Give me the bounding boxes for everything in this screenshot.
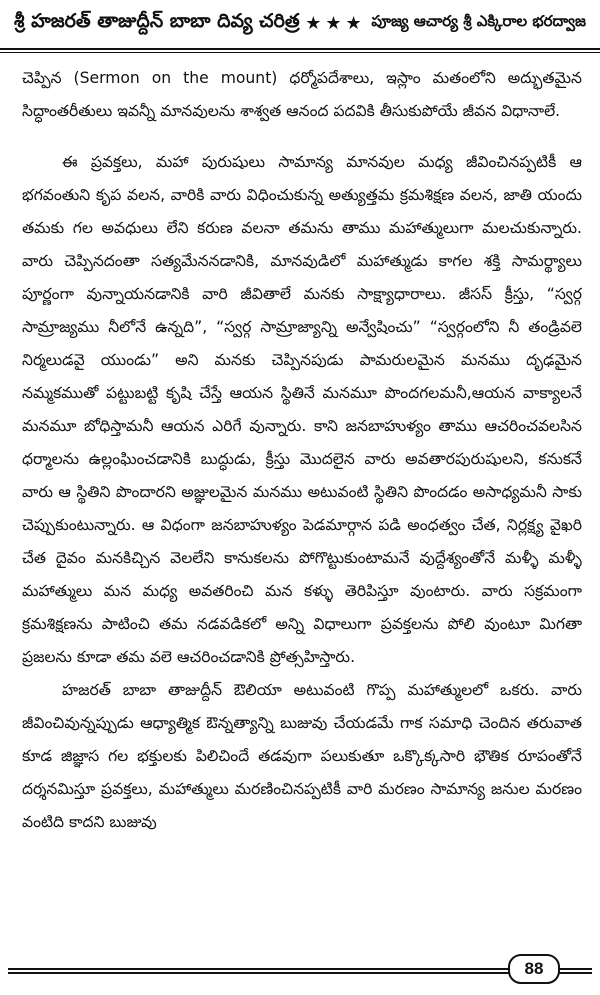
footer-rule bbox=[8, 968, 592, 974]
star-ornament: ★★★ bbox=[305, 12, 366, 34]
running-header bbox=[0, 0, 600, 46]
paragraph-1: చెప్పిన (Sermon on the mount) ధర్మోపదేశాలు, ఇస్లాం మతంలోని అద్భుతమైన సిద్ధాంతరీతులు ఇవన్నీ మానవులను శాశ్వత ఆనంద పదవికి తీసుకుపోయే జీవన విధానాలే. bbox=[22, 69, 582, 120]
paragraph-2: ఈ ప్రవక్తలు, మహా పురుషులు సామాన్య మానవుల మధ్య జీవించినప్పటికీ ఆ భగవంతుని కృప వలన, వారికి వారు విధించుకున్న అత్యుత్తమ క్రమశిక్షణ వలన, జాతి యందు తమకు గల అవధులు లేని కరుణ వలనా తమను తాము మహాత్ములుగా మలచుకున్నారు. వారు చెప్పినదంతా సత్యమేననడానికి, మానవుడిలో మహాత్ముడు కాగల శక్తి సామర్థ్యాలు పూర్ణంగా వున్నాయనడానికి వారి జీవితాలే మనకు సాక్ష్యాధారాలు. జీసస్ క్రీస్తు, “స్వర్గ సామ్రాజ్యము నీలోనే ఉన్నది”, “స్వర్గ సామ్రాజ్యాన్ని అన్వేషించు” “స్వర్గంలోని నీ తండ్రివలె నిర్మలుడవై యుండు” అని మనకు చెప్పినపుడు పామరులమైన మనము దృఢమైన నమ్మకముతో పట్టుబట్టి కృషి చేస్తే ఆయన స్థితినే మనమూ పొందగలమనీ,ఆయన వాక్యాలనే మనమూ బోధిస్తామనీ ఆయన ఎరిగే వున్నారు. కాని జనబాహుళ్యం తాము ఆచరించవలసిన ధర్మాలను ఉల్లంఘించడానికి బుద్ధుడు, క్రీస్తు మొదలైన వారు అవతారపురుషులని, కనుకనే వారు ఆ స్థితిని పొందారని అజ్ఞులమైన మనము అటువంటి స్థితిని పొందడం అసాధ్యమనీ సాకు చెప్పుకుంటున్నారు. ఆ విధంగా జనబాహుళ్యం పెడమార్గాన పడి అంధత్వం చేత, నిర్లక్ష్య వైఖరి చేత దైవం మనకిచ్చిన వెలలేని కానుకలను పోగొట్టుకుంటామనే వుద్దేశ్యంతోనే మళ్ళీ మళ్ళీ మహాత్ములు మన మధ్య అవతరించి మన కళ్ళు తెరిపిస్తూ వుంటారు. వారు సక్రమంగా క్రమశిక్షణను పాటించి తమ నడవడికలో అన్ని విధాలుగా ప్రవక్తలను పోలి వుంటూ మిగతా ప్రజలను కూడా తమ వలె ఆచరించడానికి ప్రోత్సహిస్తారు. bbox=[22, 153, 582, 666]
header-rule bbox=[0, 48, 600, 53]
paragraph-3: హజరత్ బాబా తాజుద్దీన్ ఔలియా అటువంటి గొప్ప మహాత్ములలో ఒకరు. వారు జీవించివున్నప్పుడు ఆధ్యాత్మిక ఔన్నత్యాన్ని బుజువు చేయడమే గాక సమాధి చెందిన తరువాత కూడ జిజ్ఞాస గల భక్తులకు పిలిచిందే తడవుగా పలుకుతూ ఒక్కొక్కసారి భౌతిక రూపంతోనే దర్శనమిస్తూ ప్రవక్తలు, మహాత్ములు మరణించినప్పటికీ వారి మరణం సామాన్య జనుల మరణం వంటిది కాదని బుజువు bbox=[22, 681, 582, 831]
author-name: పూజ్య ఆచార్య శ్రీ ఎక్కిరాల భరద్వాజ bbox=[371, 12, 586, 30]
book-title: శ్రీ హజరత్ తాజుద్దీన్ బాబా దివ్య చరిత్ర bbox=[14, 9, 300, 32]
page-footer bbox=[0, 950, 600, 995]
paragraph-gap bbox=[22, 128, 582, 146]
page-number: 88 bbox=[508, 954, 560, 984]
page-body bbox=[22, 62, 582, 839]
